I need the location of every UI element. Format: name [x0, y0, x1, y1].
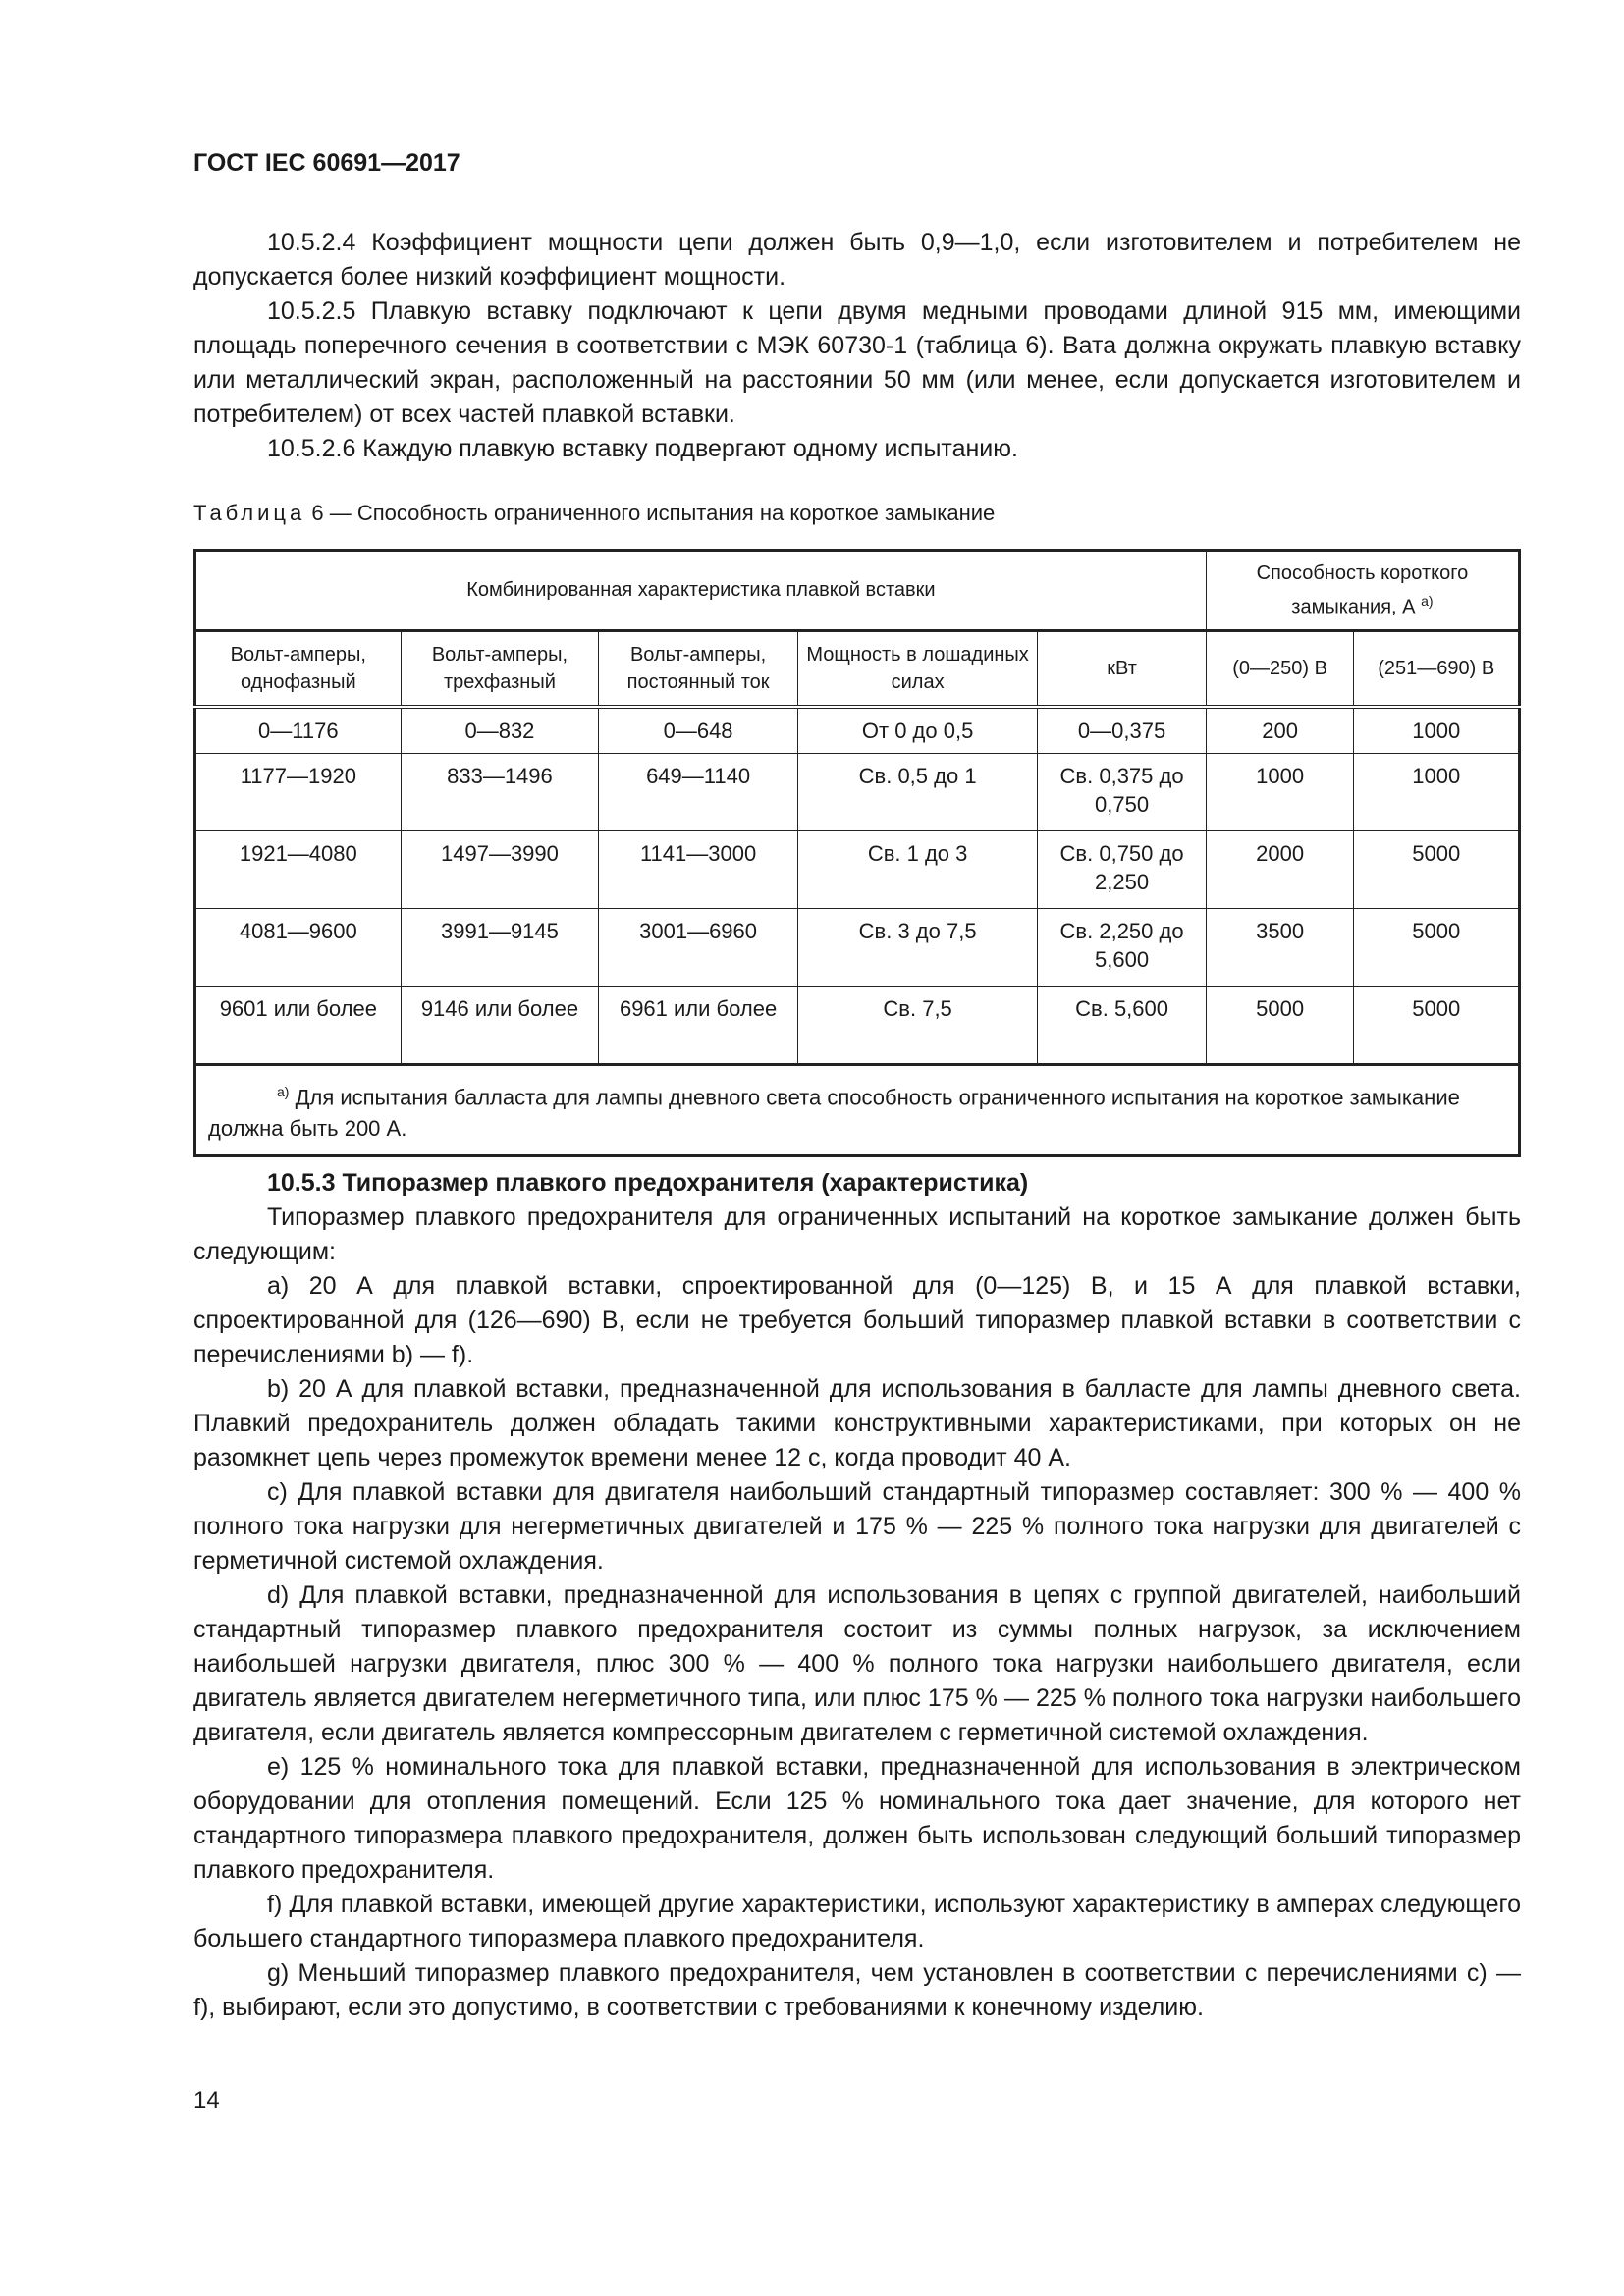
section-heading: 10.5.3 Типоразмер плавкого предохранителя (характеристика) [267, 1169, 1029, 1197]
table-cell: 833—1496 [401, 753, 599, 830]
paragraph: f) Для плавкой вставки, имеющей другие характеристики, используют характеристику в амперах следующего большего стандартного типоразмера плавкого предохранителя. [193, 1891, 1521, 1952]
paragraph: d) Для плавкой вставки, предназначенной для использования в цепях с группой двигателей, наибольший стандартный типоразмер плавкого предохранителя состоит из суммы полных нагрузок, за исключением наибольшей нагрузки двигателя, плюс 300 % — 400 % полного тока нагрузки наибольшего двигателя, если двигатель является двигателем негерметичного типа, или плюс 175 % — 225 % полного тока нагрузки наибольшего двигателя, если двигатель является компрессорным двигателем с герметичной системой охлаждения. [193, 1581, 1521, 1746]
table-footnote-row [195, 1064, 1520, 1155]
table-row [195, 830, 1520, 908]
table-row [195, 908, 1520, 986]
table-cell: 200 [1206, 707, 1354, 754]
document-header: ГОСТ IEC 60691—2017 [193, 149, 460, 177]
table-cell: 1000 [1354, 753, 1520, 830]
table-row [195, 986, 1520, 1064]
column-header: Вольт-амперы, трехфазный [401, 630, 599, 707]
table-cell: Св. 5,600 [1038, 986, 1207, 1064]
table-cell: 5000 [1354, 908, 1520, 986]
table-cell: 9601 или более [195, 986, 402, 1064]
column-header: (0—250) В [1206, 630, 1354, 707]
table-cell: Св. 2,250 до 5,600 [1038, 908, 1207, 986]
table-cell: 649—1140 [599, 753, 798, 830]
column-header: Вольт-амперы, постоянный ток [599, 630, 798, 707]
table-cell: 0—0,375 [1038, 707, 1207, 754]
table-footnote [195, 1064, 1520, 1155]
column-header: Вольт-амперы, однофазный [195, 630, 402, 707]
table-cell: 6961 или более [599, 986, 798, 1064]
table-cell: Св. 3 до 7,5 [797, 908, 1037, 986]
table-cell: 1141—3000 [599, 830, 798, 908]
column-header: кВт [1038, 630, 1207, 707]
table-cell: 0—832 [401, 707, 599, 754]
table-cell: 3991—9145 [401, 908, 599, 986]
paragraph: c) Для плавкой вставки для двигателя наибольший стандартный типоразмер составляет: 300 % — 400 % полного тока нагрузки для негерметичных двигателей и 175 % — 225 % полного тока нагрузки для двигателей с герметичной системой охлаждения. [193, 1478, 1521, 1575]
table-caption [193, 501, 995, 526]
table-cell: Св. 0,750 до 2,250 [1038, 830, 1207, 908]
group-header-fuse: Комбинированная характеристика плавкой вставки [195, 551, 1207, 631]
group-header-capacity [1206, 551, 1519, 631]
table-cell: 3001—6960 [599, 908, 798, 986]
paragraph: 10.5.2.5 Плавкую вставку подключают к цепи двумя медными проводами длиной 915 мм, имеющими площадь поперечного сечения в соответствии с МЭК 60730-1 (таблица 6). Вата должна окружать плавкую вставку или металлический экран, расположенный на расстоянии 50 мм (или менее, если допускается изготовителем и потребителем) от всех частей плавкой вставки. [193, 297, 1521, 428]
column-header: Мощность в лошадиных силах [797, 630, 1037, 707]
table-group-header [195, 551, 1520, 631]
table-cell: 2000 [1206, 830, 1354, 908]
footnote-ref: а) [1421, 593, 1434, 609]
table-cell: 5000 [1354, 830, 1520, 908]
paragraph: b) 20 А для плавкой вставки, предназначенной для использования в балласте для лампы дневного света. Плавкий предохранитель должен обладать такими конструктивными характеристиками, при которых он не разомкнет цепь через промежуток времени менее 12 с, когда проводит 40 А. [193, 1375, 1521, 1471]
table-row [195, 753, 1520, 830]
paragraph: 10.5.2.4 Коэффициент мощности цепи должен быть 0,9—1,0, если изготовителем и потребителем не допускается более низкий коэффициент мощности. [193, 229, 1521, 291]
column-header: (251—690) В [1354, 630, 1520, 707]
table-cell: 1177—1920 [195, 753, 402, 830]
short-circuit-table [193, 549, 1521, 1157]
table-caption-prefix: Таблица [193, 501, 306, 525]
table-cell: 4081—9600 [195, 908, 402, 986]
paragraph: Типоразмер плавкого предохранителя для ограниченных испытаний на короткое замыкание должен быть следующим: [193, 1203, 1521, 1265]
table-cell: 5000 [1206, 986, 1354, 1064]
paragraph: g) Меньший типоразмер плавкого предохранителя, чем установлен в соответствии с перечислениями c) — f), выбирают, если это допустимо, в соответствии с требованиями к конечному изделию. [193, 1959, 1521, 2021]
paragraph: e) 125 % номинального тока для плавкой вставки, предназначенной для использования в электрическом оборудовании для отопления помещений. Если 125 % номинального тока дает значение, для которого нет стандартного типоразмера плавкого предохранителя, должен быть использован следующий больший типоразмер плавкого предохранителя. [193, 1753, 1521, 1884]
paragraph: a) 20 А для плавкой вставки, спроектированной для (0—125) В, и 15 А для плавкой вставки, спроектированной для (126—690) В, если не требуется больший типоразмер плавкой вставки в соответствии с перечислениями b) — f). [193, 1272, 1521, 1368]
table-cell: 0—1176 [195, 707, 402, 754]
table-cell: Св. 7,5 [797, 986, 1037, 1064]
group-header-capacity-text: Способность короткого замыкания, А [1256, 562, 1469, 618]
table-caption-text: 6 — Способность ограниченного испытания на короткое замыкание [311, 501, 996, 525]
table-cell: 0—648 [599, 707, 798, 754]
footnote-text: Для испытания балласта для лампы дневного света способность ограниченного испытания на короткое замыкание должна быть 200 А. [208, 1084, 1460, 1141]
table-cell: 1000 [1354, 707, 1520, 754]
table-cell: От 0 до 0,5 [797, 707, 1037, 754]
top-paragraphs [193, 226, 1521, 466]
table-cell: 3500 [1206, 908, 1354, 986]
table-cell: 1000 [1206, 753, 1354, 830]
table-cell: 5000 [1354, 986, 1520, 1064]
table-cell: 9146 или более [401, 986, 599, 1064]
section-10-5-3 [193, 1166, 1521, 2025]
table-cell: 1497—3990 [401, 830, 599, 908]
footnote-mark: а) [277, 1083, 290, 1099]
table-cell: 1921—4080 [195, 830, 402, 908]
page-number: 14 [193, 2087, 220, 2113]
paragraph: 10.5.2.6 Каждую плавкую вставку подвергают одному испытанию. [267, 435, 1018, 462]
table-row [195, 707, 1520, 754]
table-column-header [195, 630, 1520, 707]
table-cell: Св. 0,375 до 0,750 [1038, 753, 1207, 830]
table-cell: Св. 1 до 3 [797, 830, 1037, 908]
table-cell: Св. 0,5 до 1 [797, 753, 1037, 830]
